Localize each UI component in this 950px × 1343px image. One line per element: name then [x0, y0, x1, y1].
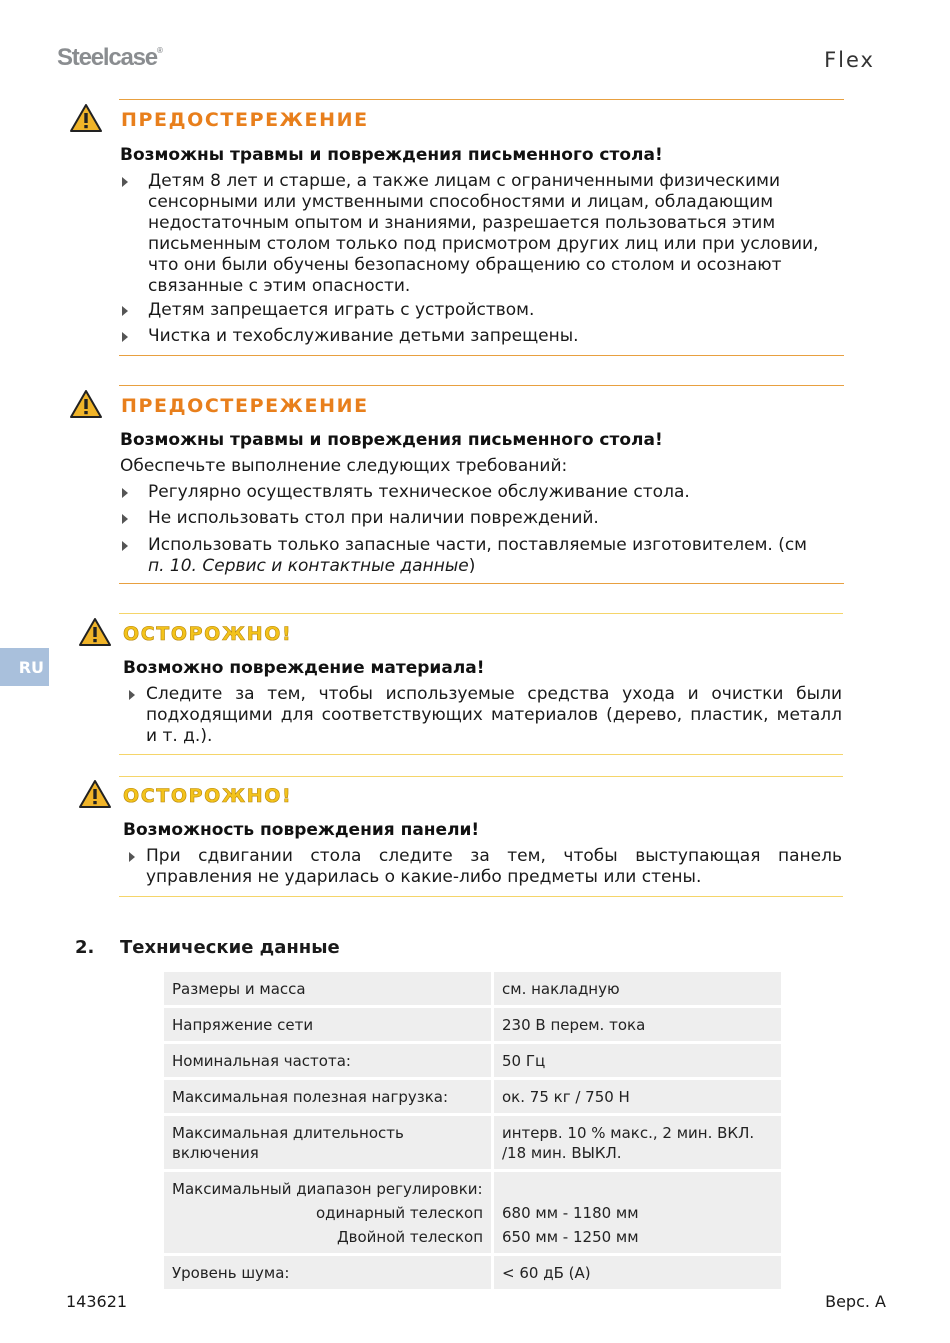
table-row: [164, 1008, 781, 1041]
bullet-arrow-icon: [129, 690, 135, 700]
warning-heading: ПРЕДОСТЕРЕЖЕНИЕ: [121, 109, 369, 131]
logo-text: Steelcase: [57, 44, 157, 71]
section-number: 2.: [75, 937, 95, 958]
caution-triangle-icon: [78, 617, 112, 647]
spec-label: Напряжение сети: [164, 1008, 491, 1041]
warning-heading: ПРЕДОСТЕРЕЖЕНИЕ: [121, 395, 369, 417]
spec-label: Уровень шума:: [164, 1256, 491, 1289]
intro-text: Обеспечьте выполнение следующих требований:: [120, 456, 568, 476]
registered-mark: ®: [156, 46, 163, 55]
double-telescope-value: 650 мм - 1250 мм: [502, 1228, 639, 1246]
warning-subheading: Возможны травмы и повреждения письменного стола!: [120, 430, 663, 450]
caution-subheading: Возможно повреждение материала!: [123, 658, 485, 678]
warning-triangle-icon: [69, 103, 103, 133]
range-label: Максимальный диапазон регулировки:: [172, 1180, 483, 1198]
spec-label: [164, 1172, 491, 1253]
table-row: [164, 972, 781, 1005]
divider: [119, 776, 843, 777]
bullet-text: Не использовать стол при наличии повреждений.: [148, 508, 599, 528]
divider: [119, 355, 844, 356]
bullet-text: [148, 535, 828, 577]
bullet-text: Следите за тем, чтобы используемые средства ухода и очистки были подходящими для соответствующих материалов (дерево, пластик, металл и т. д.).: [146, 684, 842, 746]
language-tab: RU: [0, 648, 49, 686]
divider: [119, 754, 843, 755]
spec-value: интерв. 10 % макс., 2 мин. ВКЛ. /18 мин. ВЫКЛ.: [494, 1116, 781, 1169]
divider: [119, 583, 844, 584]
spec-label: Номинальная частота:: [164, 1044, 491, 1077]
spec-value: 50 Гц: [494, 1044, 781, 1077]
bullet-arrow-icon: [122, 177, 128, 187]
product-name: Flex: [824, 48, 875, 72]
bullet-text-main: Использовать только запасные части, поставляемые изготовителем. (см: [148, 535, 808, 555]
spec-value: ок. 75 кг / 750 Н: [494, 1080, 781, 1113]
bullet-arrow-icon: [122, 514, 128, 524]
spec-label: Размеры и масса: [164, 972, 491, 1005]
table-row: [164, 1256, 781, 1289]
warning-subheading: Возможны травмы и повреждения письменного стола!: [120, 145, 663, 165]
bullet-arrow-icon: [129, 852, 135, 862]
spec-value: [494, 1172, 781, 1253]
spec-label: Максимальная длительность включения: [164, 1116, 491, 1169]
table-row: [164, 1116, 781, 1169]
bullet-text: Регулярно осуществлять техническое обслуживание стола.: [148, 482, 690, 502]
section-title: Технические данные: [120, 937, 340, 958]
document-version: Верс. A: [825, 1292, 886, 1311]
bullet-text: Детям 8 лет и старше, а также лицам с ограниченными физическими сенсорными или умственными способностями и лицам, обладающим недостаточным опытом и знаниями, разрешается пользоваться этим письменным столом только под присмотром других лиц или при условии, что они были обучены безопасному обращению со столом и осознают связанные с этим опасности.: [148, 171, 819, 296]
double-telescope-label: Двойной телескоп: [336, 1228, 483, 1246]
bullet-text: При сдвигании стола следите за тем, чтобы выступающая панель управления не ударилась о какие-либо предметы или стены.: [146, 846, 842, 887]
caution-subheading: Возможность повреждения панели!: [123, 820, 480, 840]
caution-triangle-icon: [78, 779, 112, 809]
bullet-text: Чистка и техобслуживание детьми запрещены.: [148, 326, 579, 346]
bullet-arrow-icon: [122, 332, 128, 342]
document-number: 143621: [66, 1292, 128, 1311]
divider: [119, 896, 843, 897]
divider: [119, 613, 843, 614]
bullet-arrow-icon: [122, 306, 128, 316]
spec-value: см. накладную: [494, 972, 781, 1005]
spec-value: 230 В перем. тока: [494, 1008, 781, 1041]
bullet-text-end: ): [468, 556, 476, 576]
spec-label: Максимальная полезная нагрузка:: [164, 1080, 491, 1113]
section-reference: п. 10. Сервис и контактные данные: [148, 556, 469, 576]
spec-value: < 60 дБ (A): [494, 1256, 781, 1289]
table-row: [164, 1044, 781, 1077]
steelcase-logo: [57, 44, 163, 72]
caution-heading: ОСТОРОЖНО!: [123, 785, 293, 807]
single-telescope-label: одинарный телескоп: [315, 1204, 483, 1222]
bullet-arrow-icon: [122, 488, 128, 498]
divider: [119, 99, 844, 100]
table-row: [164, 1080, 781, 1113]
bullet-text: Детям запрещается играть с устройством.: [148, 300, 535, 320]
table-row: [164, 1172, 781, 1253]
caution-heading: ОСТОРОЖНО!: [123, 623, 293, 645]
warning-triangle-icon: [69, 389, 103, 419]
bullet-arrow-icon: [122, 541, 128, 551]
spec-table: [161, 969, 784, 1292]
divider: [119, 385, 844, 386]
single-telescope-value: 680 мм - 1180 мм: [502, 1204, 639, 1222]
